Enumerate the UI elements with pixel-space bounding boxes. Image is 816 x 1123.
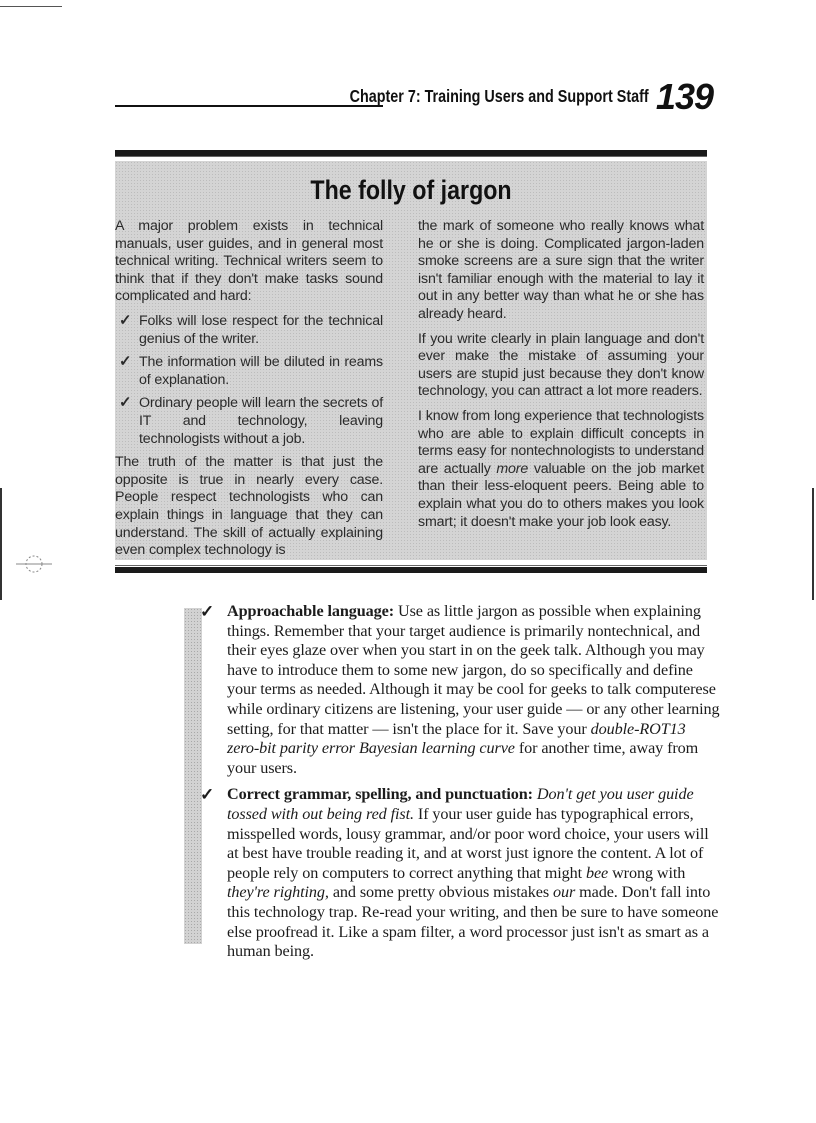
check-icon: ✓ bbox=[200, 602, 215, 621]
text-run: made. Don't fall into this technology trap. Re-read your writing, and then be sure to have someone else proofread it. Like a spam filter, a word processor just isn't as smart as a human being. bbox=[227, 883, 719, 961]
sidebar-inner-rule-top bbox=[115, 156, 707, 157]
list-item bbox=[200, 785, 720, 961]
sidebar-bullet-text: The information will be diluted in reams of explanation. bbox=[139, 354, 383, 388]
text-run: and some pretty obvious mistakes bbox=[328, 883, 553, 902]
sidebar-bullet bbox=[115, 313, 383, 348]
text-run: valuable on the job market than their less-eloquent peers. Being able to explain what you do to others makes you look smart; it doesn't make your job look easy. bbox=[418, 460, 704, 530]
text-run: Use as little jargon as possible when explaining things. Remember that your target audience is primarily nontechnical, and their eyes glaze over when you start in on the geek talk. Although you may have to introduce them to some new jargon, do so specifically and define your terms as needed. Although it may be cool for geeks to talk computerese while ordinary citizens are listening, your user guide — or any other learning setting, for that matter — isn't the place for it. Save your bbox=[227, 602, 720, 738]
header-rule bbox=[115, 105, 383, 107]
bleed-mark-right bbox=[812, 488, 814, 600]
list-item bbox=[200, 602, 720, 778]
bullet-list bbox=[200, 602, 720, 969]
sidebar-column-right bbox=[418, 218, 704, 538]
sidebar-paragraph bbox=[418, 408, 704, 531]
check-icon: ✓ bbox=[119, 394, 132, 412]
text-run: If your user guide has typographical errors, misspelled words, lousy grammar, and/or poor word choice, your users will at best have trouble reading it, and at worst just ignore the content. A lot of people rely on computers to correct anything that might bbox=[227, 804, 709, 882]
page-number: 139 bbox=[655, 76, 713, 117]
check-icon: ✓ bbox=[119, 353, 132, 371]
sidebar-title: The folly of jargon bbox=[310, 175, 512, 205]
sidebar-bullet bbox=[115, 354, 383, 389]
item-heading: Correct grammar, spelling, and punctuation: bbox=[227, 785, 533, 804]
text-run: I know from long experience that technologists who are able to explain difficult concepts in terms easy for nontechnologists to understand are actually bbox=[418, 407, 704, 477]
emphasis: Don't get you user guide tossed with out being red fist. bbox=[227, 785, 694, 823]
emphasis: more bbox=[496, 460, 529, 477]
running-head bbox=[115, 76, 713, 120]
emphasis: our bbox=[552, 883, 576, 902]
sidebar-column-left bbox=[115, 218, 383, 567]
sidebar-paragraph: If you write clearly in plain language and don't ever make the mistake of assuming your users are stupid just because they don't know technology, you can attract a lot more readers. bbox=[418, 330, 704, 400]
chapter-title: Chapter 7: Training Users and Support Staff bbox=[349, 86, 649, 106]
registration-mark-icon bbox=[16, 546, 52, 582]
text-run: wrong with bbox=[608, 863, 686, 882]
sidebar-truth-paragraph: The truth of the matter is that just the opposite is true in nearly every case. People respect technologists who can explain things in language that they can understand. The skill of actually explaining even complex technology is bbox=[115, 454, 383, 559]
check-icon: ✓ bbox=[200, 785, 215, 805]
emphasis: they're righting, bbox=[227, 883, 329, 902]
sidebar-bullet-text: Ordinary people will learn the secrets of IT and technology, leaving technologists without a job. bbox=[139, 395, 383, 447]
text-run: for another time, away from your users. bbox=[227, 739, 699, 777]
emphasis: double-ROT13 zero-bit parity error Bayesian learning curve bbox=[227, 719, 686, 758]
check-icon: ✓ bbox=[119, 311, 132, 329]
sidebar-intro: A major problem exists in technical manuals, user guides, and in general most technical writing. Technical writers seem to think that if they don't make tasks sound complicated and hard: bbox=[115, 218, 383, 305]
sidebar-box bbox=[115, 150, 707, 573]
bleed-mark-left bbox=[0, 488, 2, 600]
sidebar-bullet-text: Folks will lose respect for the technical genius of the writer. bbox=[139, 312, 383, 347]
corner-rule bbox=[0, 6, 62, 7]
item-heading: Approachable language: bbox=[227, 602, 395, 620]
emphasis: bee bbox=[585, 863, 609, 882]
sidebar-paragraph: the mark of someone who really knows what he or she is doing. Complicated jargon-laden smoke screens are a sure sign that the writer isn't familiar enough with the material to lay it out in any better way than what he or she has already heard. bbox=[418, 218, 704, 322]
sidebar-bullet bbox=[115, 395, 383, 448]
